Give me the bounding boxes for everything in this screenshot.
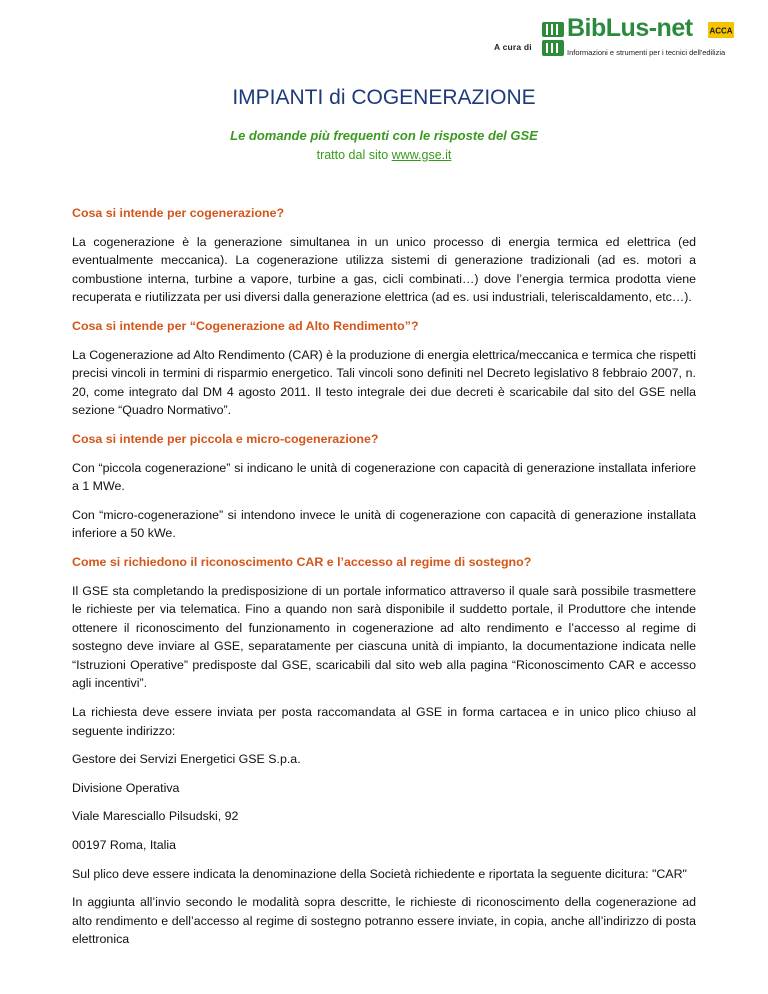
page-title: IMPIANTI di COGENERAZIONE [232, 86, 536, 109]
acura-label: A cura di [494, 42, 532, 52]
biblus-net-logo[interactable] [494, 14, 758, 62]
faq-question-2: Cosa si intende per “Cogenerazione ad Alto Rendimento”? [72, 318, 419, 333]
biblus-book-icon [542, 22, 564, 56]
faq-answer-3-p1: Con “piccola cogenerazione” si indicano le unità di cogenerazione con capacità di generazione installata inferiore a 1 MWe. [72, 460, 696, 494]
faq-question-3: Cosa si intende per piccola e micro-cogenerazione? [72, 431, 379, 446]
page-subtitle: Le domande più frequenti con le risposte del GSE [230, 128, 538, 143]
address-street: Viale Maresciallo Pilsudski, 92 [72, 809, 239, 824]
source-prefix: tratto dal sito [316, 148, 392, 162]
address-city: 00197 Roma, Italia [72, 838, 177, 853]
faq-answer-1-p1: La cogenerazione è la generazione simultanea in un unico processo di energia termica ed elettrica (ed eventualmente meccanica). La cogenerazione utilizza sistemi di generazione tradizionali (ad es. motori a combustione interna, turbine a vapore, turbine a gas, cicli combinati…) dove l’energia termica prodotta viene recuperata e riutilizzata per usi diversi dalla generazione elettrica (ad es. usi industriali, teleriscaldamento, etc…). [72, 234, 696, 305]
faq-answer-4-p1: Il GSE sta completando la predisposizione di un portale informatico attraverso il quale sarà possibile trasmettere le richieste per via telematica. Fino a quando non sarà disponibile il suddetto portale, il Produttore che intende ottenere il riconoscimento del funzionamento in cogenerazione ad alto rendimento e l’accesso al regime di sostegno deve inviare al GSE, separatamente per ciascuna unità di impianto, la documentazione indicata nelle “Istruzioni Operative” predisposte dal GSE, scaricabili dal sito web alla pagina “Riconoscimento CAR e accesso agli incentivi”. [72, 583, 696, 691]
faq-answer-4-p3: Sul plico deve essere indicata la denominazione della Società richiedente e riportata la seguente dicitura: "CAR" [72, 866, 687, 881]
faq-question-4: Come si richiedono il riconoscimento CAR e l’accesso al regime di sostegno? [72, 554, 532, 569]
acca-logo-icon [708, 22, 734, 38]
faq-content [72, 204, 696, 959]
faq-answer-2-p1: La Cogenerazione ad Alto Rendimento (CAR) è la produzione di energia elettrica/meccanica e termica che rispetti precisi vincoli in termini di risparmio energetico. Tali vincoli sono definiti nel Decreto legislativo 8 febbraio 2007, n. 20, come integrato dal DM 4 agosto 2011. Il testo integrale dei due decreti è scaricabile dal sito del GSE nella sezione “Quadro Normativo”. [72, 347, 696, 418]
address-company: Gestore dei Servizi Energetici GSE S.p.a. [72, 752, 301, 767]
brand-tagline: Informazioni e strumenti per i tecnici dell'edilizia [567, 48, 726, 57]
faq-answer-4-p4: In aggiunta all’invio secondo le modalità sopra descritte, le richieste di riconoscimento della cogenerazione ad alto rendimento e dell’accesso al regime di sostegno potranno essere inviate, in copia, anche all’indirizzo di posta elettronica [72, 895, 696, 947]
faq-answer-3-p2: Con “micro-cogenerazione” si intendono invece le unità di cogenerazione con capacità di generazione installata inferiore a 50 kWe. [72, 507, 696, 541]
faq-question-1: Cosa si intende per cogenerazione? [72, 206, 285, 220]
brand-name: BibLus-net [567, 14, 693, 42]
faq-answer-4-p2: La richiesta deve essere inviata per posta raccomandata al GSE in forma cartacea e in unico plico chiuso al seguente indirizzo: [72, 705, 696, 738]
source-link[interactable]: www.gse.it [391, 148, 452, 162]
source-line [0, 148, 768, 162]
acca-logo-text: ACCA [709, 26, 733, 36]
address-division: Divisione Operativa [72, 780, 180, 795]
